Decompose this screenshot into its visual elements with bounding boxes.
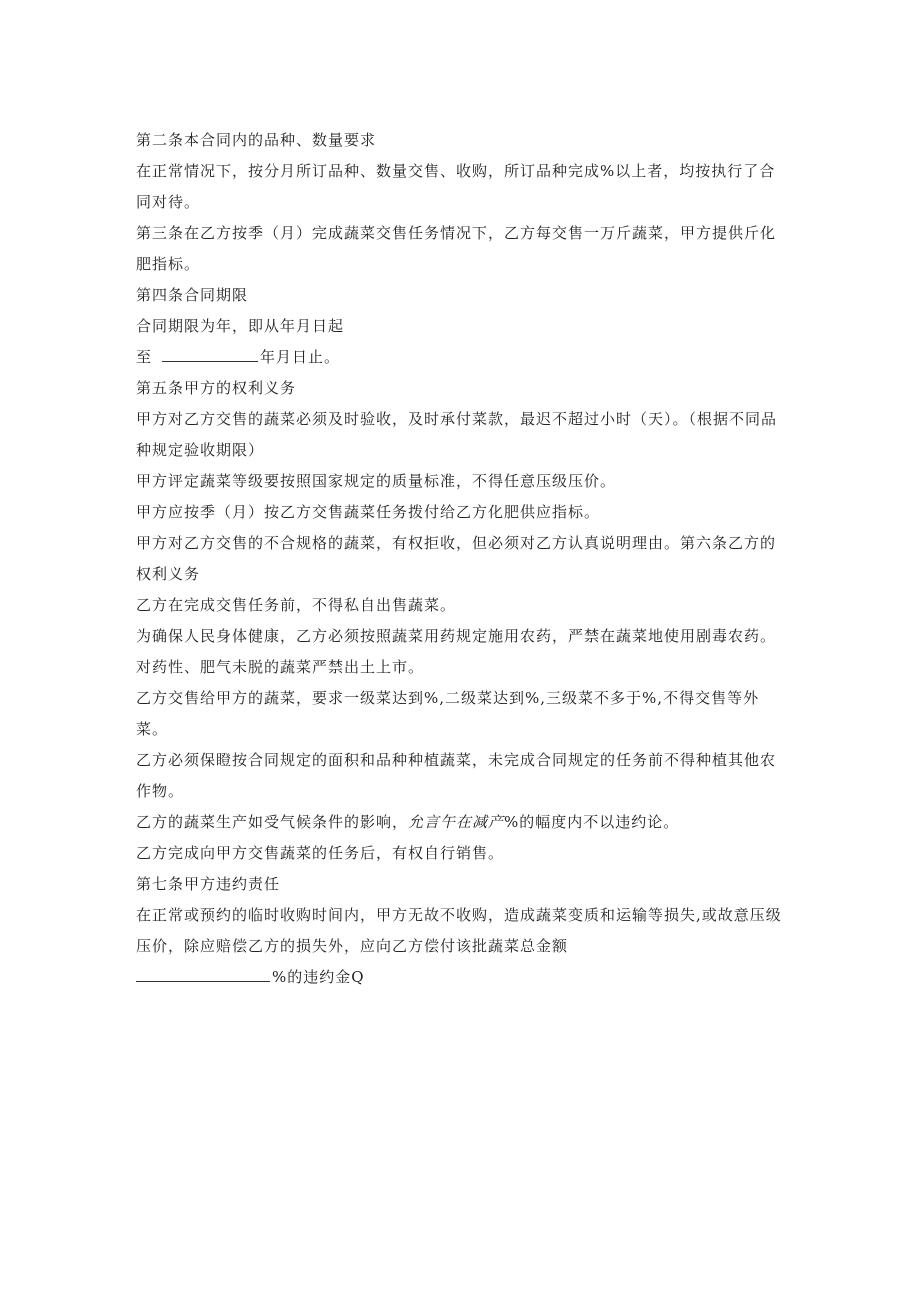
blank-line <box>162 347 258 362</box>
penalty-suffix: %的违约金Q <box>272 968 365 986</box>
weather-text-c: %的幅度内不以违约论。 <box>504 813 680 831</box>
article-5-clause-4: 甲方对乙方交售的不合规格的蔬菜，有权拒收，但必须对乙方认真说明理由。第六条乙方的权利义务 <box>136 534 777 583</box>
contract-body <box>136 125 790 993</box>
article-6-clause-2: 为确保人民身体健康，乙方必须按照蔬菜用药规定施用农药，严禁在蔬菜地使用剧毒农药。对药性、肥气未脱的蔬菜严禁出土上市。 <box>136 627 777 676</box>
article-2-text: 在正常情况下，按分月所订品种、数量交售、收购，所订品种完成%以上者，均按执行了合同对待。 <box>136 162 776 211</box>
contract-term-end <box>136 342 790 373</box>
article-7-penalty <box>136 962 790 993</box>
article-4-title: 第四条合同期限 <box>136 286 249 304</box>
article-5-clause-3: 甲方应按季（月）按乙方交售蔬菜任务拨付给乙方化肥供应指标。 <box>136 503 601 521</box>
article-6-clause-6: 乙方完成向甲方交售蔬菜的任务后，有权自行销售。 <box>136 844 505 862</box>
article-7-clause-1: 在正常或预约的临时收购时间内，甲方无故不收购，造成蔬菜变质和运输等损失,或故意压级压价，除应赔偿乙方的损失外，应向乙方偿付该批蔬菜总金额 <box>136 906 782 955</box>
article-6-clause-5 <box>136 807 790 838</box>
article-7-title: 第七条甲方违约责任 <box>136 875 281 893</box>
article-2-title: 第二条本合同内的品种、数量要求 <box>136 131 377 149</box>
weather-text-italic: 允言午在减产 <box>408 813 505 831</box>
article-6-clause-4: 乙方必须保瞪按合同规定的面积和品种种植蔬菜，未完成合同规定的任务前不得种植其他农作物。 <box>136 751 777 800</box>
term-end-suffix: 年月日止。 <box>260 348 341 366</box>
article-5-clause-2: 甲方评定蔬菜等级要按照国家规定的质量标准，不得任意压级压价。 <box>136 472 617 490</box>
article-5-clause-1: 甲方对乙方交售的蔬菜必须及时验收，及时承付菜款，最迟不超过小时（天）。（根据不同品种规定验收期限） <box>136 410 778 459</box>
term-end-prefix: 至 <box>136 348 153 366</box>
article-6-clause-3: 乙方交售给甲方的蔬菜，要求一级菜达到%,二级菜达到%,三级菜不多于%,不得交售等外菜。 <box>136 689 760 738</box>
contract-term-text: 合同期限为年，即从年月日起 <box>136 317 345 335</box>
article-5-title: 第五条甲方的权利义务 <box>136 379 297 397</box>
article-3-text: 第三条在乙方按季（月）完成蔬菜交售任务情况下，乙方每交售一万斤蔬菜，甲方提供斤化肥指标。 <box>136 224 777 273</box>
weather-text-a: 乙方的蔬菜生产如受气候条件的影响， <box>136 813 409 831</box>
article-6-clause-1: 乙方在完成交售任务前，不得私自出售蔬菜。 <box>136 596 457 614</box>
blank-line <box>136 967 270 982</box>
